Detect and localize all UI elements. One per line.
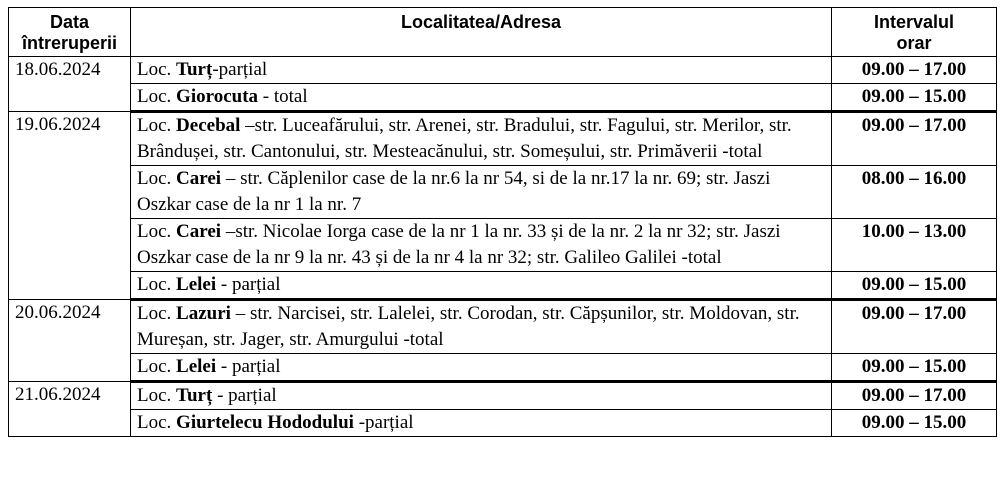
header-interval-line1: Intervalul: [873, 12, 955, 32]
header-interval: [832, 8, 997, 57]
locality-name: Lazuri: [176, 303, 231, 324]
date-cell: 20.06.2024: [9, 300, 131, 382]
date-cell: 21.06.2024: [9, 382, 131, 437]
address-cell: [131, 57, 832, 84]
locality-name: Giurtelecu Hododului: [176, 412, 354, 433]
address-details: - parțial: [216, 274, 281, 295]
header-date-line1: Data: [49, 12, 89, 32]
interval-cell: 09.00 – 15.00: [832, 84, 997, 112]
header-address: Localitatea/Adresa: [131, 8, 832, 57]
locality-name: Carei: [176, 168, 222, 189]
header-date-line2: întreruperii: [21, 33, 118, 53]
header-date: [9, 8, 131, 57]
interval-cell: 09.00 – 17.00: [832, 300, 997, 354]
address-cell: [131, 354, 832, 382]
address-details: –str. Luceafărului, str. Arenei, str. Bradului, str. Fagului, str. Merilor, str. Brândușei, str. Cantonului, str. Mesteacănului, str. Someșului, str. Primăverii -total: [137, 115, 792, 162]
address-details: -parțial: [212, 59, 268, 80]
address-prefix: Loc.: [137, 274, 177, 295]
table-row: [9, 219, 997, 272]
date-cell: 18.06.2024: [9, 57, 131, 112]
interval-cell: 09.00 – 17.00: [832, 112, 997, 166]
interval-cell: 09.00 – 15.00: [832, 354, 997, 382]
address-details: – str. Căplenilor case de la nr.6 la nr 54, si de la nr.17 la nr. 69; str. Jaszi Oszkar case de la nr 1 la nr. 7: [137, 168, 771, 215]
address-cell: [131, 84, 832, 112]
table-row: [9, 57, 997, 84]
address-prefix: Loc.: [137, 59, 177, 80]
locality-name: Lelei: [176, 356, 217, 377]
table-row: [9, 272, 997, 300]
address-prefix: Loc.: [137, 385, 177, 406]
locality-name: Giorocuta: [176, 86, 259, 107]
interval-cell: 08.00 – 16.00: [832, 166, 997, 219]
interval-cell: 10.00 – 13.00: [832, 219, 997, 272]
address-prefix: Loc.: [137, 115, 177, 136]
address-cell: [131, 272, 832, 300]
outage-schedule-table: [8, 7, 997, 437]
address-details: – str. Narcisei, str. Lalelei, str. Corodan, str. Căpșunilor, str. Moldovan, str. Mureșan, str. Jager, str. Amurgului -total: [137, 303, 800, 350]
date-cell: 19.06.2024: [9, 112, 131, 300]
locality-name: Turț: [176, 59, 213, 80]
header-row: [9, 8, 997, 57]
interval-cell: 09.00 – 17.00: [832, 57, 997, 84]
address-cell: [131, 382, 832, 410]
address-cell: [131, 166, 832, 219]
table-row: [9, 84, 997, 112]
header-interval-line2: orar: [896, 33, 932, 53]
address-details: - total: [258, 86, 308, 107]
locality-name: Decebal: [176, 115, 241, 136]
locality-name: Turț: [176, 385, 213, 406]
address-prefix: Loc.: [137, 303, 177, 324]
table-row: [9, 354, 997, 382]
address-details: - parțial: [216, 356, 281, 377]
table-row: [9, 166, 997, 219]
table-row: [9, 112, 997, 166]
address-cell: [131, 112, 832, 166]
interval-cell: 09.00 – 15.00: [832, 410, 997, 437]
address-cell: [131, 219, 832, 272]
address-prefix: Loc.: [137, 412, 177, 433]
interval-cell: 09.00 – 15.00: [832, 272, 997, 300]
table-row: [9, 410, 997, 437]
address-details: –str. Nicolae Iorga case de la nr 1 la nr. 33 și de la nr. 2 la nr 32; str. Jaszi Oszkar case de la nr 9 la nr. 43 și de la nr 4 la nr 32; str. Galileo Galilei -total: [137, 221, 781, 268]
table-row: [9, 382, 997, 410]
address-prefix: Loc.: [137, 356, 177, 377]
address-details: -parțial: [353, 412, 414, 433]
locality-name: Carei: [176, 221, 222, 242]
locality-name: Lelei: [176, 274, 217, 295]
table-row: [9, 300, 997, 354]
address-cell: [131, 300, 832, 354]
address-prefix: Loc.: [137, 221, 177, 242]
address-cell: [131, 410, 832, 437]
address-prefix: Loc.: [137, 168, 177, 189]
interval-cell: 09.00 – 17.00: [832, 382, 997, 410]
address-prefix: Loc.: [137, 86, 177, 107]
address-details: - parțial: [212, 385, 277, 406]
